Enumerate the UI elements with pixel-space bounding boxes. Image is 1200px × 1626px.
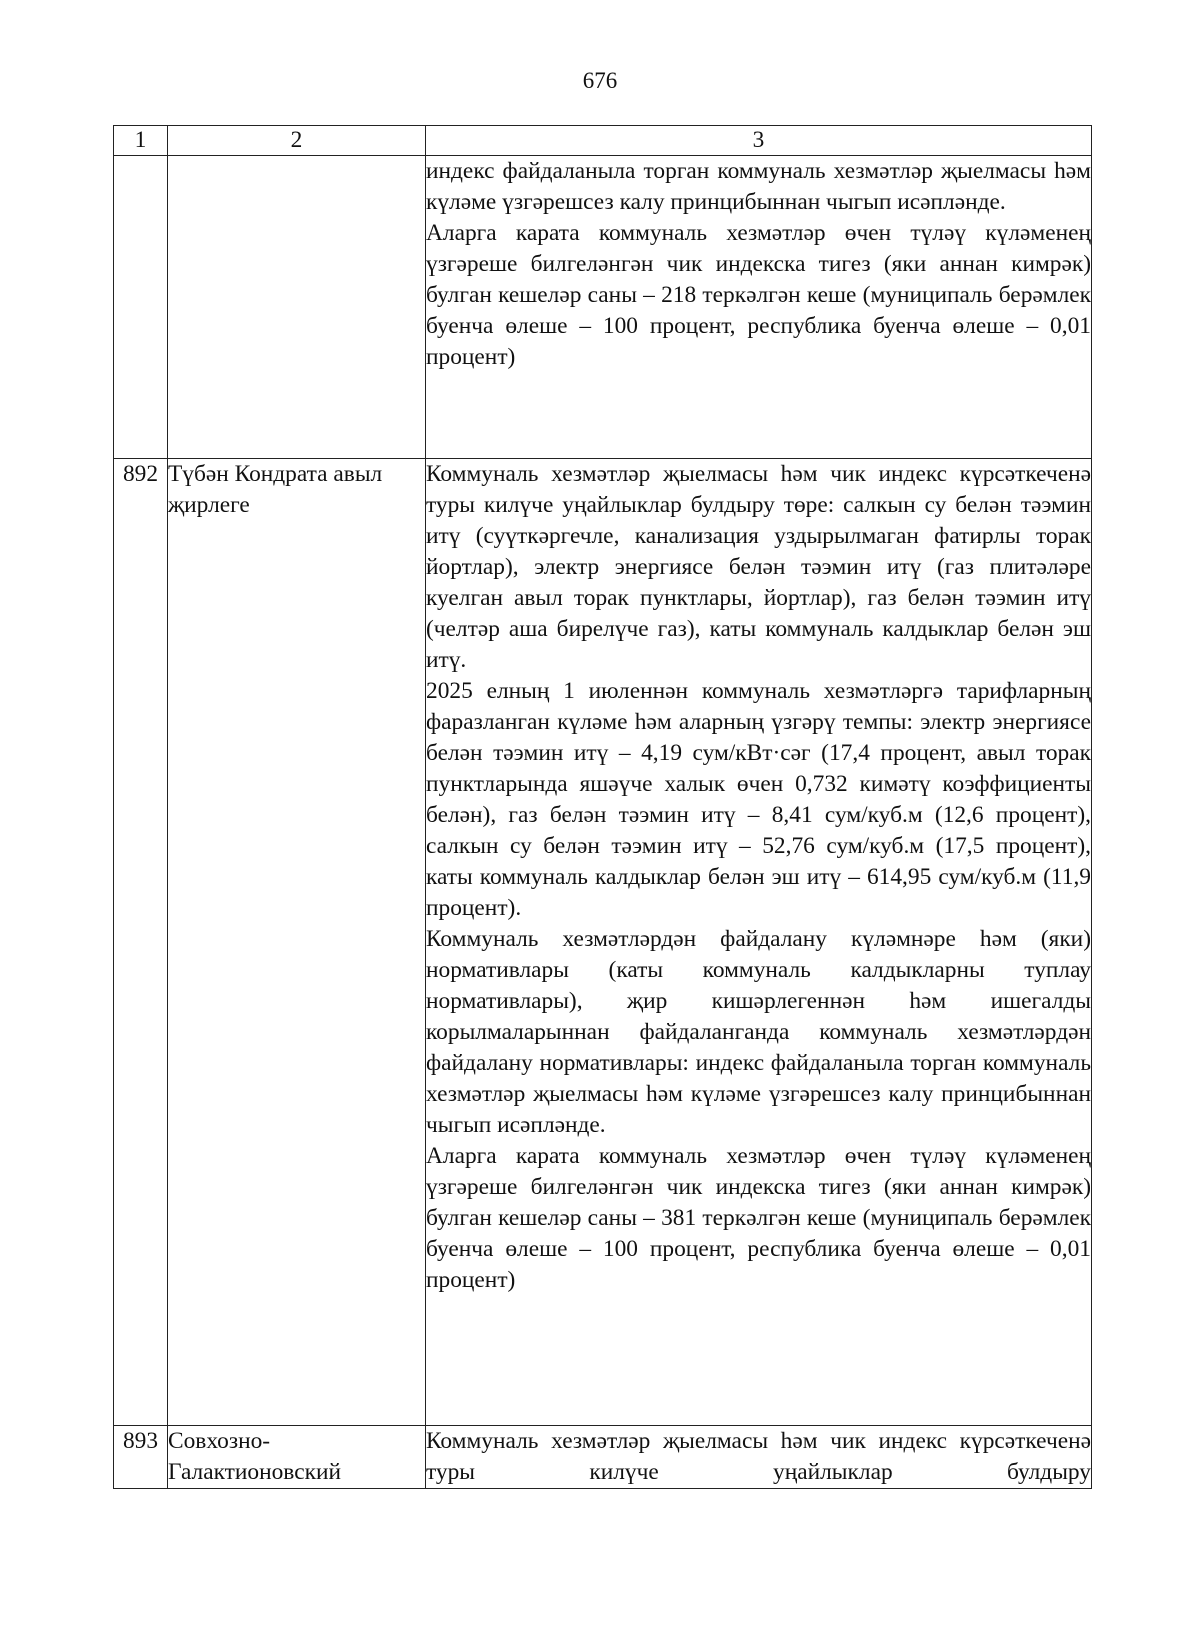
document-table — [113, 125, 1092, 1489]
description-paragraph: Коммуналь хезмәтләрдән файдалану күләмнәре һәм (яки) нормативлары (каты коммуналь калдыкларны туплау нормативлары), җир кишәрлегеннән һәм ишегалды корылмаларыннан файдаланганда коммуналь хезмәтләрдән файдалану нормативлары: индекс файдаланыла торган коммуналь хезмәтләр җыелмасы һәм күләме үзгәрешсез калу принцибыннан чыгып исәпләнде. — [426, 926, 1091, 1138]
header-cell-1: 1 — [114, 126, 168, 156]
row-number — [114, 156, 168, 459]
description-paragraph: 2025 елның 1 июленнән коммуналь хезмәтләргә тарифларның фаразланган күләме һәм аларның үзгәрү темпы: электр энергиясе белән тәэмин итү – 4,19 сум/кВт·сәг (17,4 процент, авыл торак пунктларында яшәүче халык өчен 0,732 кимәтү коэффициенты белән), газ белән тәэмин итү – 8,41 сум/куб.м (12,6 процент), салкын су белән тәэмин итү – 52,76 сум/куб.м (17,5 процент), каты коммуналь калдыклар белән эш итү – 614,95 сум/куб.м (11,9 процент). — [426, 678, 1091, 921]
row-description — [426, 1426, 1092, 1489]
header-cell-2: 2 — [168, 126, 426, 156]
page-number: 676 — [582, 68, 618, 93]
description-paragraph: индекс файдаланыла торган коммуналь хезмәтләр җыелмасы һәм күләме үзгәрешсез калу принцибыннан чыгып исәпләнде. — [426, 158, 1091, 215]
row-number: 893 — [114, 1426, 168, 1489]
description-paragraph: Коммуналь хезмәтләр җыелмасы һәм чик индекс күрсәткеченә туры килүче уңайлыклар булдыру төре: салкын су белән тәэмин итү (суүткәргечле, канализация уздырылмаган фатирлы торак йортлар), электр энергиясе белән тәэмин итү (газ плитәләре куелган авыл торак пунктлары, йортлар), газ белән тәэмин итү (челтәр аша бирелүче газ), каты коммуналь калдыклар белән эш итү. — [426, 461, 1091, 673]
settlement-name — [168, 156, 426, 459]
settlement-name: Түбән Кондрата авыл җирлеге — [168, 459, 426, 1426]
row-description — [426, 459, 1092, 1426]
table-header-row — [114, 126, 1092, 156]
row-description — [426, 156, 1092, 459]
table-row-893 — [114, 1426, 1092, 1489]
row-number: 892 — [114, 459, 168, 1426]
description-paragraph: Аларга карата коммуналь хезмәтләр өчен түләү күләменең үзгәреше билгеләнгән чик индекска тигез (яки аннан кимрәк) булган кешеләр саны – 218 теркәлгән кеше (муниципаль берәмлек буенча өлеше – 100 процент, республика буенча өлеше – 0,01 процент) — [426, 220, 1091, 370]
settlement-name: Совхозно-Галактионовский — [168, 1426, 426, 1489]
description-clip — [426, 1426, 1091, 1486]
table-row-continued — [114, 156, 1092, 459]
header-cell-3: 3 — [426, 126, 1092, 156]
description-paragraph: Аларга карата коммуналь хезмәтләр өчен түләү күләменең үзгәреше билгеләнгән чик индекска тигез (яки аннан кимрәк) булган кешеләр саны – 381 теркәлгән кеше (муниципаль берәмлек буенча өлеше – 100 процент, республика буенча өлеше – 0,01 процент) — [426, 1143, 1091, 1293]
description-paragraph: Коммуналь хезмәтләр җыелмасы һәм чик индекс күрсәткеченә туры килүче уңайлыклар булдыру — [426, 1428, 1091, 1485]
table-row-892 — [114, 459, 1092, 1426]
